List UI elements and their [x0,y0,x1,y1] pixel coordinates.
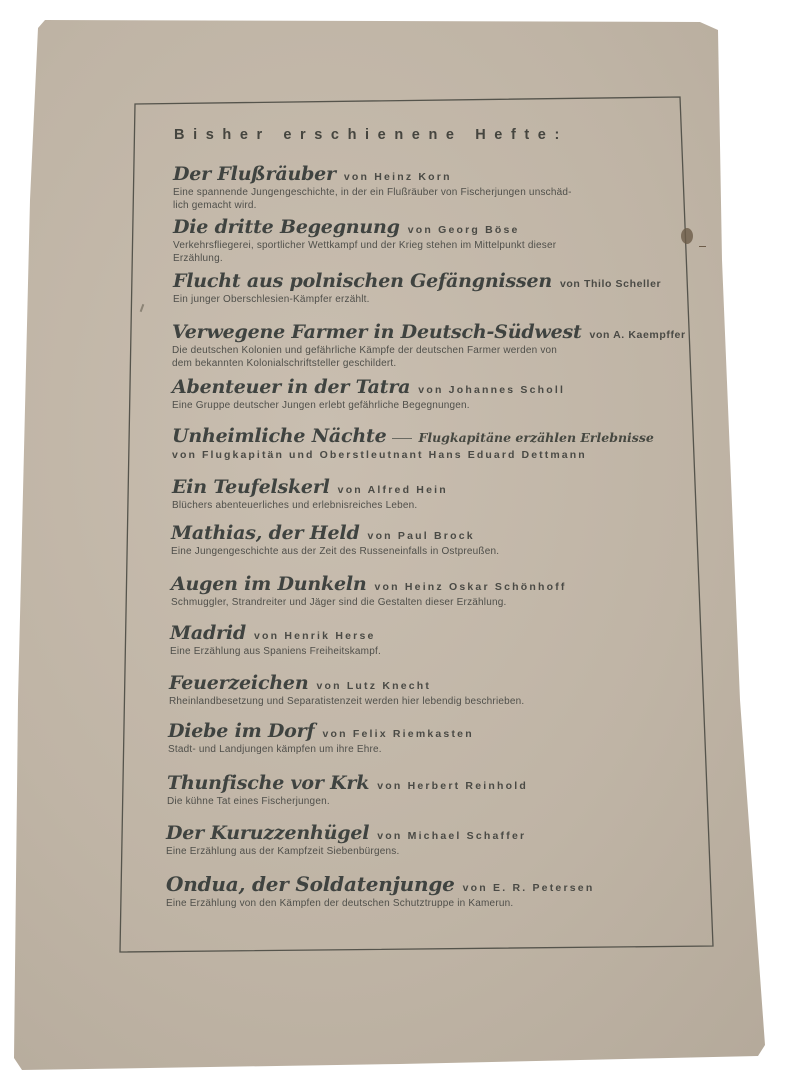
issue-description: dem bekannten Kolonialschriftsteller geschildert. [172,358,397,369]
issue-author: von Johannes Scholl [418,384,566,396]
issue-title: Ein Teufelskerl [172,476,330,498]
issue-author: von Herbert Reinhold [377,780,528,792]
issue-description: Eine spannende Jungengeschichte, in der ein Flußräuber von Fischerjungen unschäd- [173,187,572,198]
list-item [168,720,474,755]
list-item [166,872,594,909]
issue-title: Mathias, der Held [171,522,360,544]
issue-author: von Heinz Korn [343,171,452,183]
list-item [173,270,661,305]
issue-description: Verkehrsfliegerei, sportlicher Wettkampf und der Krieg stehen im Mittelpunkt dieser [173,240,557,251]
list-heading: Bisher erschienene Hefte: [174,127,568,143]
issue-author: von Thilo Scheller [559,278,662,290]
issue-description: Eine Erzählung von den Kämpfen der deutschen Schutztruppe in Kamerun. [166,898,514,909]
issue-title: Die dritte Begegnung [173,216,400,238]
list-item [172,376,565,411]
issue-description: Stadt- und Landjungen kämpfen um ihre Ehre. [168,744,382,755]
issue-description: Eine Erzählung aus der Kampfzeit Siebenbürgens. [166,846,400,857]
issue-description: Blüchers abenteuerliches und erlebnisreiches Leben. [172,500,418,511]
issue-title: Der Kuruzzenhügel [166,822,370,844]
list-item [172,425,654,461]
list-item [173,216,556,264]
issue-description: Eine Jungengeschichte aus der Zeit des Russeneinfalls in Ostpreußen. [171,546,500,557]
issue-title: Augen im Dunkeln [171,573,367,595]
issue-author: von Alfred Hein [337,484,448,496]
list-item [171,573,567,608]
issue-description: lich gemacht wird. [173,200,257,211]
issue-author: von Georg Böse [407,224,520,236]
issue-description: Rheinlandbesetzung und Separatistenzeit werden hier lebendig beschrieben. [169,696,525,707]
issue-subtitle: Flugkapitäne erzählen Erlebnisse [418,430,654,445]
issue-author: von E. R. Petersen [462,882,595,894]
issue-title: Diebe im Dorf [168,720,315,742]
issue-title: Der Flußräuber [173,163,336,185]
issue-description: Eine Erzählung aus Spaniens Freiheitskampf. [170,646,381,657]
list-item [169,672,524,707]
list-item [166,822,526,857]
list-item [170,622,381,657]
issue-title: Ondua, der Soldatenjunge [166,872,455,896]
issue-title: Flucht aus polnischen Gefängnissen [173,270,552,292]
issue-description: Ein junger Oberschlesien-Kämpfer erzählt. [173,294,370,305]
issue-description: Die kühne Tat eines Fischerjungen. [167,796,330,807]
issue-author: von Felix Riemkasten [322,728,474,740]
issue-title: Verwegene Farmer in Deutsch-Südwest [172,321,582,343]
list-item [172,321,686,369]
list-item [172,476,448,511]
issue-author: von Henrik Herse [253,630,376,642]
issue-description: Erzählung. [173,253,223,264]
list-item [171,522,499,557]
issue-description: Schmuggler, Strandreiter und Jäger sind die Gestalten dieser Erzählung. [171,597,507,608]
list-item [173,163,572,211]
issue-author: von Heinz Oskar Schönhoff [374,581,567,593]
issue-byline: von Flugkapitän und Oberstleutnant Hans Eduard Dettmann [172,449,587,461]
issue-title: Madrid [170,622,246,644]
issue-author: von A. Kaempffer [589,329,686,341]
issue-description: Die deutschen Kolonien und gefährliche Kämpfe der deutschen Farmer werden von [172,345,558,356]
issue-title: Feuerzeichen [169,672,309,694]
issue-title: Abenteuer in der Tatra [172,376,411,398]
issue-title: Thunfische vor Krk [167,772,370,794]
list-item [167,772,528,807]
issue-author: von Michael Schaffer [377,830,527,842]
issue-author: von Paul Brock [367,530,475,542]
issue-title: Unheimliche Nächte [172,425,387,447]
issue-author: von Lutz Knecht [316,680,432,692]
dash-separator [392,438,412,439]
issue-description: Eine Gruppe deutscher Jungen erlebt gefährliche Begegnungen. [172,400,470,411]
